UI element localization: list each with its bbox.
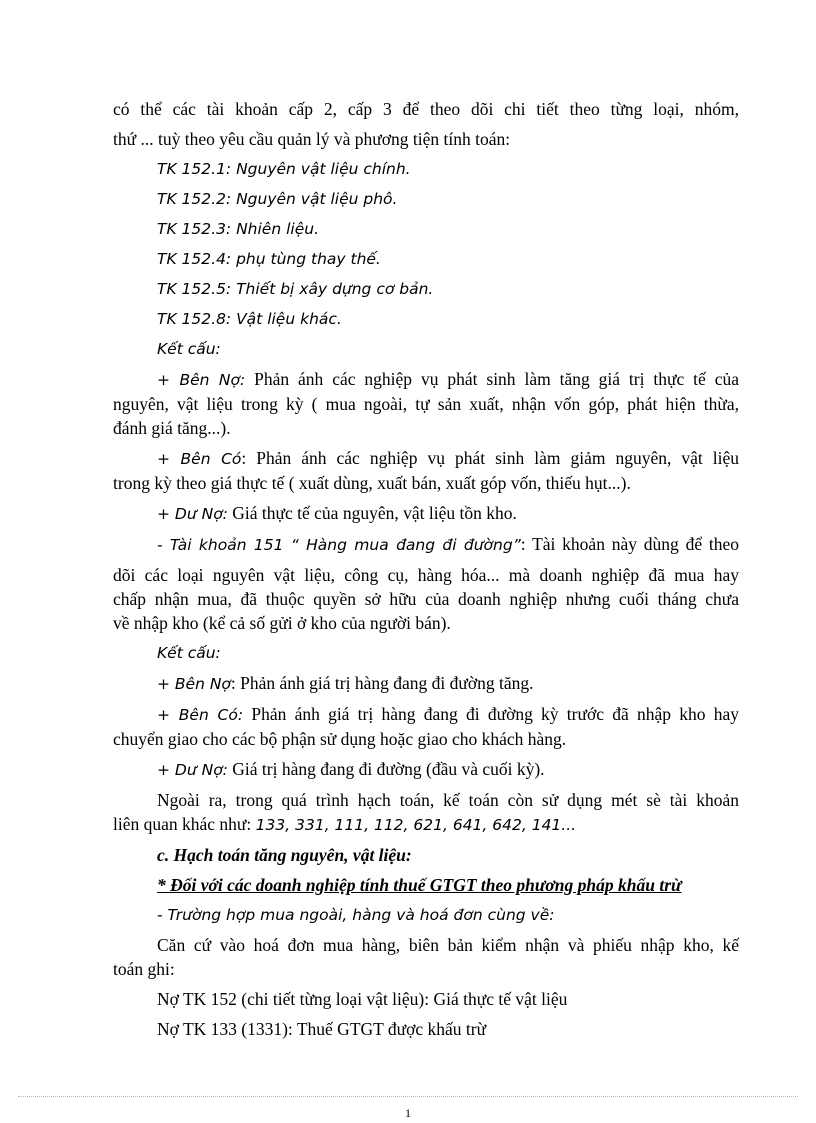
structure-label: Kết cấu: xyxy=(157,644,221,662)
credit-side-label: + Bên Có xyxy=(157,450,242,468)
debit-balance-label: + Dư Nợ: xyxy=(157,505,228,523)
paragraph-line: đánh giá tăng...). xyxy=(113,418,231,438)
debit-side-line: + Bên Nợ: Phản ánh giá trị hàng đang đi đường tăng. xyxy=(157,673,534,693)
paragraph-line: Căn cứ vào hoá đơn mua hàng, biên bản kiểm nhận và phiếu nhập kho, kế xyxy=(157,935,739,955)
section-heading: c. Hạch toán tăng nguyên, vật liệu: xyxy=(157,845,412,865)
account-item: TK 152.8: Vật liệu khác. xyxy=(157,310,342,328)
account-151-label: - Tài khoản 151 “ Hàng mua đang đi đường” xyxy=(157,536,521,554)
paragraph-line: Ngoài ra, trong quá trình hạch toán, kế toán còn sử dụng mét sè tài khoản xyxy=(157,790,739,810)
paragraph-line: trong kỳ theo giá thực tế ( xuất dùng, xuất bán, xuất góp vốn, thiếu hụt...). xyxy=(113,473,631,493)
account-151-line: - Tài khoản 151 “ Hàng mua đang đi đường”: Tài khoản này dùng để theo xyxy=(157,534,739,554)
debit-balance-line: + Dư Nợ: Giá trị hàng đang đi đường (đầu và cuối kỳ). xyxy=(157,759,545,779)
related-accounts: 133, 331, 111, 112, 621, 641, 642, 141... xyxy=(255,816,577,834)
debit-side-label: + Bên Nợ xyxy=(157,675,231,693)
account-item: TK 152.3: Nhiên liệu. xyxy=(157,220,319,238)
paragraph-line: có thể các tài khoản cấp 2, cấp 3 để theo dõi chi tiết theo từng loại, nhóm, xyxy=(113,99,739,119)
paragraph-line: chấp nhận mua, đã thuộc quyền sở hữu của doanh nghiệp nhưng cuối tháng chưa xyxy=(113,589,739,609)
paragraph-line: liên quan khác như: 133, 331, 111, 112, 621, 641, 642, 141... xyxy=(113,814,577,834)
subsection-heading: * Đối với các doanh nghiệp tính thuế GTGT theo phương pháp khấu trừ xyxy=(157,875,682,895)
account-item: TK 152.5: Thiết bị xây dựng cơ bản. xyxy=(157,280,434,298)
account-item: TK 152.1: Nguyên vật liệu chính. xyxy=(157,160,411,178)
credit-side-line: + Bên Có: Phản ánh giá trị hàng đang đi đường kỳ trước đã nhập kho hay xyxy=(157,704,739,724)
paragraph-line: dõi các loại nguyên vật liệu, công cụ, hàng hóa... mà doanh nghiệp đã mua hay xyxy=(113,565,739,585)
page-content xyxy=(113,97,739,1041)
structure-label: Kết cấu: xyxy=(157,340,221,358)
credit-side-line: + Bên Có: Phản ánh các nghiệp vụ phát sinh làm giảm nguyên, vật liệu xyxy=(157,448,739,468)
footer-divider xyxy=(18,1096,798,1097)
debit-side-line: + Bên Nợ: Phản ánh các nghiệp vụ phát sinh làm tăng giá trị thực tế của xyxy=(157,369,739,389)
account-item: TK 152.4: phụ tùng thay thế. xyxy=(157,250,381,268)
debit-balance-label: + Dư Nợ: xyxy=(157,761,228,779)
debit-side-label: + Bên Nợ: xyxy=(157,371,246,389)
paragraph-line: thứ ... tuỳ theo yêu cầu quản lý và phương tiện tính toán: xyxy=(113,129,511,149)
journal-entry: Nợ TK 133 (1331): Thuế GTGT được khấu trừ xyxy=(157,1019,487,1039)
page-number: 1 xyxy=(405,1106,411,1120)
journal-entry: Nợ TK 152 (chi tiết từng loại vật liệu): Giá thực tế vật liệu xyxy=(157,989,568,1009)
paragraph-line: nguyên, vật liệu trong kỳ ( mua ngoài, tự sản xuất, nhận vốn góp, phát hiện thừa, xyxy=(113,394,739,414)
credit-side-label: + Bên Có: xyxy=(157,706,244,724)
paragraph-line: về nhập kho (kể cả số gửi ở kho của người bán). xyxy=(113,613,451,633)
account-item: TK 152.2: Nguyên vật liệu phô. xyxy=(157,190,398,208)
case-label: - Trường hợp mua ngoài, hàng và hoá đơn cùng về: xyxy=(157,906,555,924)
debit-balance-line: + Dư Nợ: Giá thực tế của nguyên, vật liệu tồn kho. xyxy=(157,503,517,523)
paragraph-line: toán ghi: xyxy=(113,959,175,979)
paragraph-line: chuyển giao cho các bộ phận sử dụng hoặc giao cho khách hàng. xyxy=(113,729,567,749)
